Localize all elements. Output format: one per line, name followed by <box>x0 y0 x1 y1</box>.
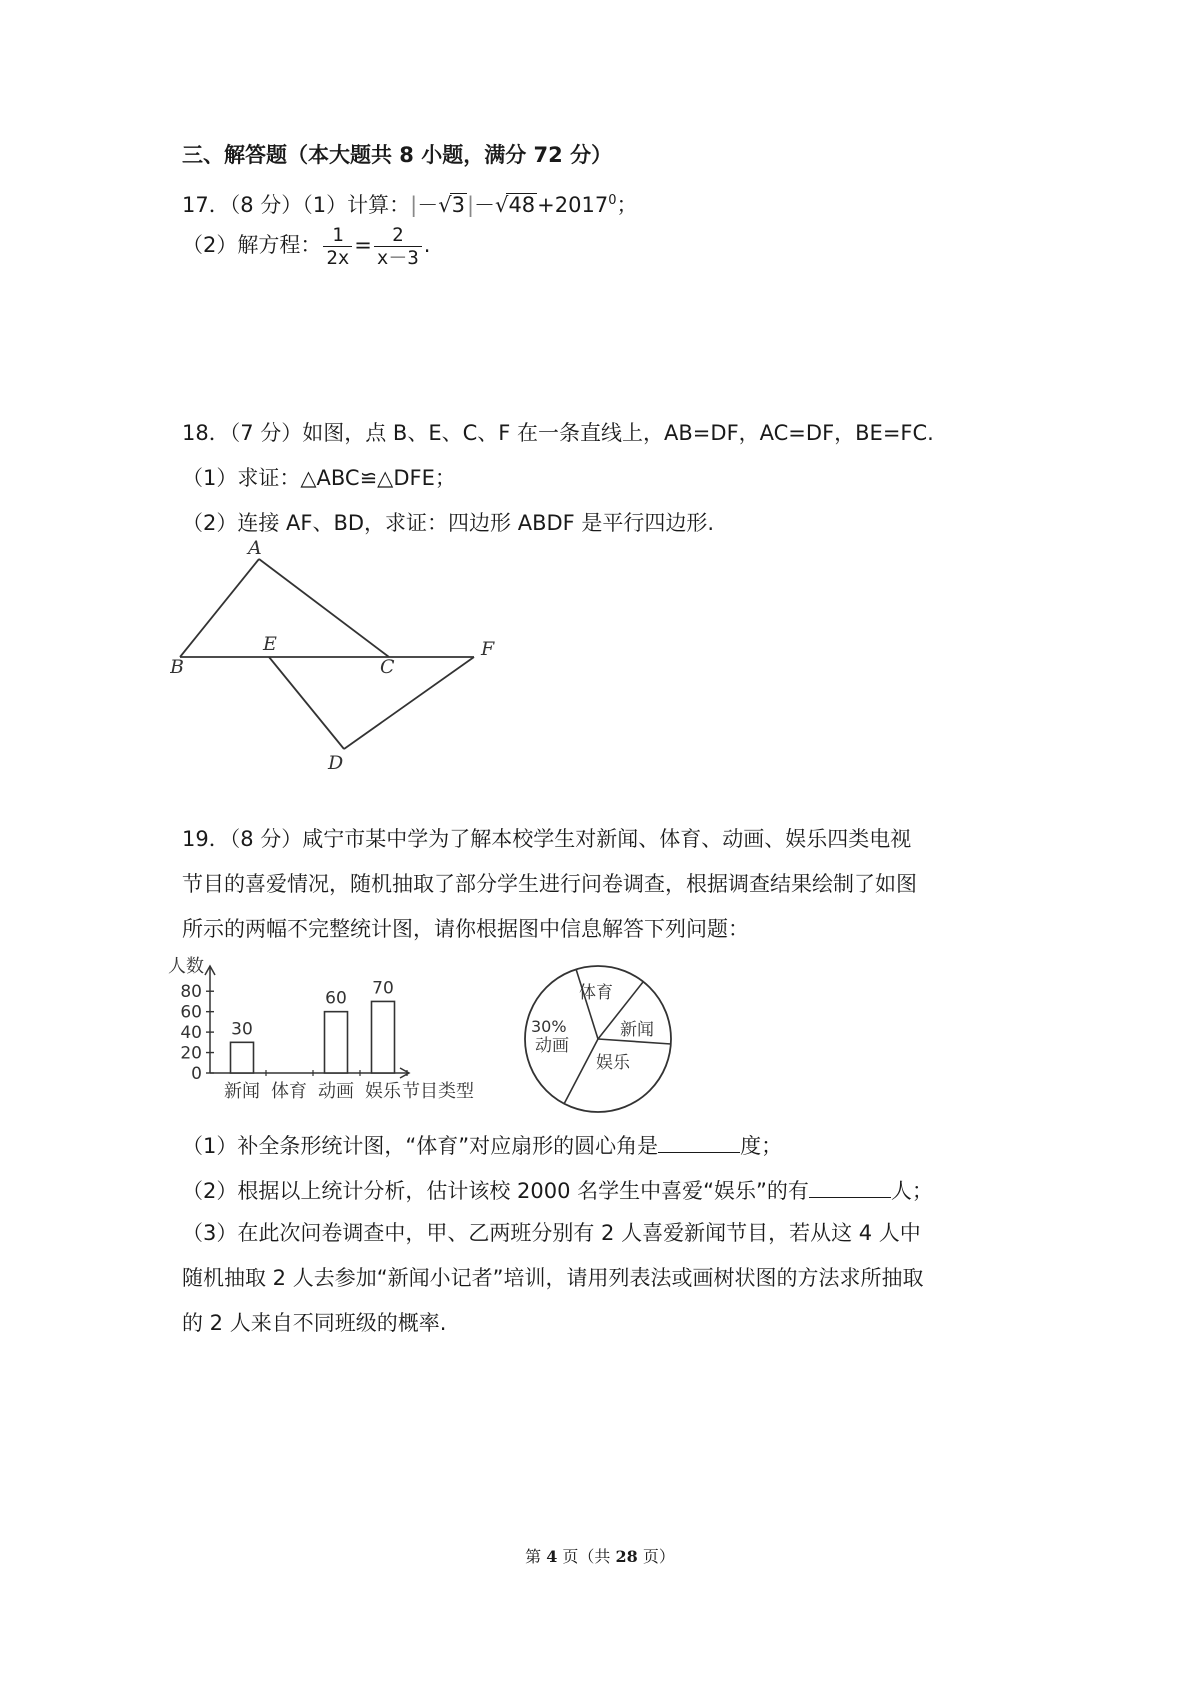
fraction-right-numerator: 2 <box>374 224 422 247</box>
pie-label-entertainment: 娱乐 <box>596 1053 630 1073</box>
pie-label-animation: 动画 <box>535 1036 569 1056</box>
bar-chart-xlabel: 节目类型 <box>402 1081 474 1102</box>
bar-chart-y-tick-label: 0 <box>191 1064 202 1084</box>
q19-sub2 <box>182 1173 933 1206</box>
bar-category-label-1: 体育 <box>271 1081 307 1102</box>
bar-0 <box>231 1042 254 1073</box>
abs-bar-open: | <box>410 193 418 217</box>
q19-sub2-unit: 人； <box>890 1179 933 1203</box>
bar-category-label-0: 新闻 <box>224 1081 260 1102</box>
radicand-48: 48 <box>508 193 536 217</box>
label-a: A <box>248 540 262 559</box>
q18-line3: （2）连接 AF、BD，求证：四边形 ABDF 是平行四边形. <box>182 511 715 535</box>
q19-sub1 <box>182 1128 782 1161</box>
answer-blank-count <box>809 1173 891 1198</box>
bar-chart-y-tick-label: 20 <box>180 1043 202 1064</box>
bar-2 <box>325 1012 348 1073</box>
q17-end2: . <box>423 233 431 257</box>
label-e: E <box>263 633 277 655</box>
minus-sign-2: － <box>474 193 496 217</box>
sqrt-sign: √ <box>438 193 452 217</box>
sqrt-sign-2: √ <box>495 193 509 217</box>
pie-label-sports: 体育 <box>579 983 613 1003</box>
pie-label-news: 新闻 <box>620 1020 654 1040</box>
bar-data-label-3: 70 <box>372 978 394 999</box>
radicand-3: 3 <box>451 193 465 217</box>
bar-category-label-3: 娱乐 <box>365 1081 401 1102</box>
q17-part2-prefix: （2）解方程： <box>182 233 322 257</box>
plus-term: +2017 <box>537 193 609 217</box>
q18-line1: 18．（7 分）如图，点 B、E、C、F 在一条直线上，AB=DF，AC=DF，BE=FC. <box>182 421 934 445</box>
equals-sign: = <box>354 233 372 257</box>
label-c: C <box>380 656 395 678</box>
pie-divider-4 <box>564 1039 598 1104</box>
fraction-left <box>323 224 352 269</box>
bar-3 <box>372 1001 395 1073</box>
fraction-left-denominator: 2x <box>326 246 350 269</box>
footer-prefix: 第 <box>525 1547 547 1566</box>
fraction-right <box>374 224 422 269</box>
footer-total-pages: 28 <box>615 1547 638 1566</box>
footer-middle: 页（共 <box>557 1547 616 1566</box>
exponent: 0 <box>608 193 617 208</box>
footer-suffix: 页） <box>637 1547 675 1566</box>
q18-line2: （1）求证：△ABC≌△DFE； <box>182 466 456 490</box>
bar-chart-y-tick-label: 40 <box>180 1023 202 1044</box>
page-footer <box>0 1544 1200 1567</box>
footer-page-number: 4 <box>546 1547 558 1566</box>
q17-line1 <box>182 186 638 220</box>
bar-chart-y-tick-label: 60 <box>180 1002 202 1023</box>
bar-category-label-2: 动画 <box>318 1081 354 1102</box>
q19-sub1-unit: 度； <box>740 1134 783 1158</box>
pie-divider-1 <box>576 969 598 1039</box>
bar-data-label-0: 30 <box>231 1019 253 1040</box>
segment-ed <box>269 657 344 749</box>
label-d: D <box>328 752 344 774</box>
bar-chart-y-tick-label: 80 <box>180 982 202 1003</box>
pie-label-animation-percent: 30% <box>531 1017 567 1036</box>
label-f: F <box>481 638 495 660</box>
fraction-right-denominator: x－3 <box>376 246 419 269</box>
q19-line1: 19．（8 分）咸宁市某中学为了解本校学生对新闻、体育、动画、娱乐四类电视 <box>182 827 912 851</box>
segment-ac <box>259 559 389 657</box>
segment-ab <box>180 559 259 657</box>
pie-chart <box>520 960 680 1120</box>
bar-chart-ylabel: 人数 <box>168 956 204 977</box>
q17-prefix: 17．（8 分）（1）计算： <box>182 193 411 217</box>
minus-sign: － <box>417 193 439 217</box>
q19-sub3-line2: 随机抽取 2 人去参加“新闻小记者”培训，请用列表法或画树状图的方法求所抽取 <box>182 1266 924 1290</box>
q19-sub2-text: （2）根据以上统计分析，估计该校 2000 名学生中喜爱“娱乐”的有 <box>182 1179 809 1203</box>
q19-sub3-line1: （3）在此次问卷调查中，甲、乙两班分别有 2 人喜爱新闻节目，若从这 4 人中 <box>182 1221 921 1245</box>
q19-sub1-text: （1）补全条形统计图，“体育”对应扇形的圆心角是 <box>182 1134 659 1158</box>
bar-data-label-2: 60 <box>325 988 347 1009</box>
geometry-figure <box>170 540 510 780</box>
section-heading: 三、解答题（本大题共 8 小题，满分 72 分） <box>182 143 613 167</box>
q19-sub3-line3: 的 2 人来自不同班级的概率. <box>182 1311 447 1335</box>
fraction-left-numerator: 1 <box>323 224 352 247</box>
q19-line2: 节目的喜爱情况，随机抽取了部分学生进行问卷调查，根据调查结果绘制了如图 <box>182 872 917 896</box>
abs-bar-close: | <box>466 193 475 217</box>
segment-df <box>344 657 474 749</box>
answer-blank-angle <box>658 1128 740 1153</box>
q19-line3: 所示的两幅不完整统计图，请你根据图中信息解答下列问题： <box>182 917 749 941</box>
q17-line2 <box>182 220 430 270</box>
bar-chart <box>160 950 500 1110</box>
label-b: B <box>170 656 184 678</box>
q17-end1: ； <box>616 193 638 217</box>
